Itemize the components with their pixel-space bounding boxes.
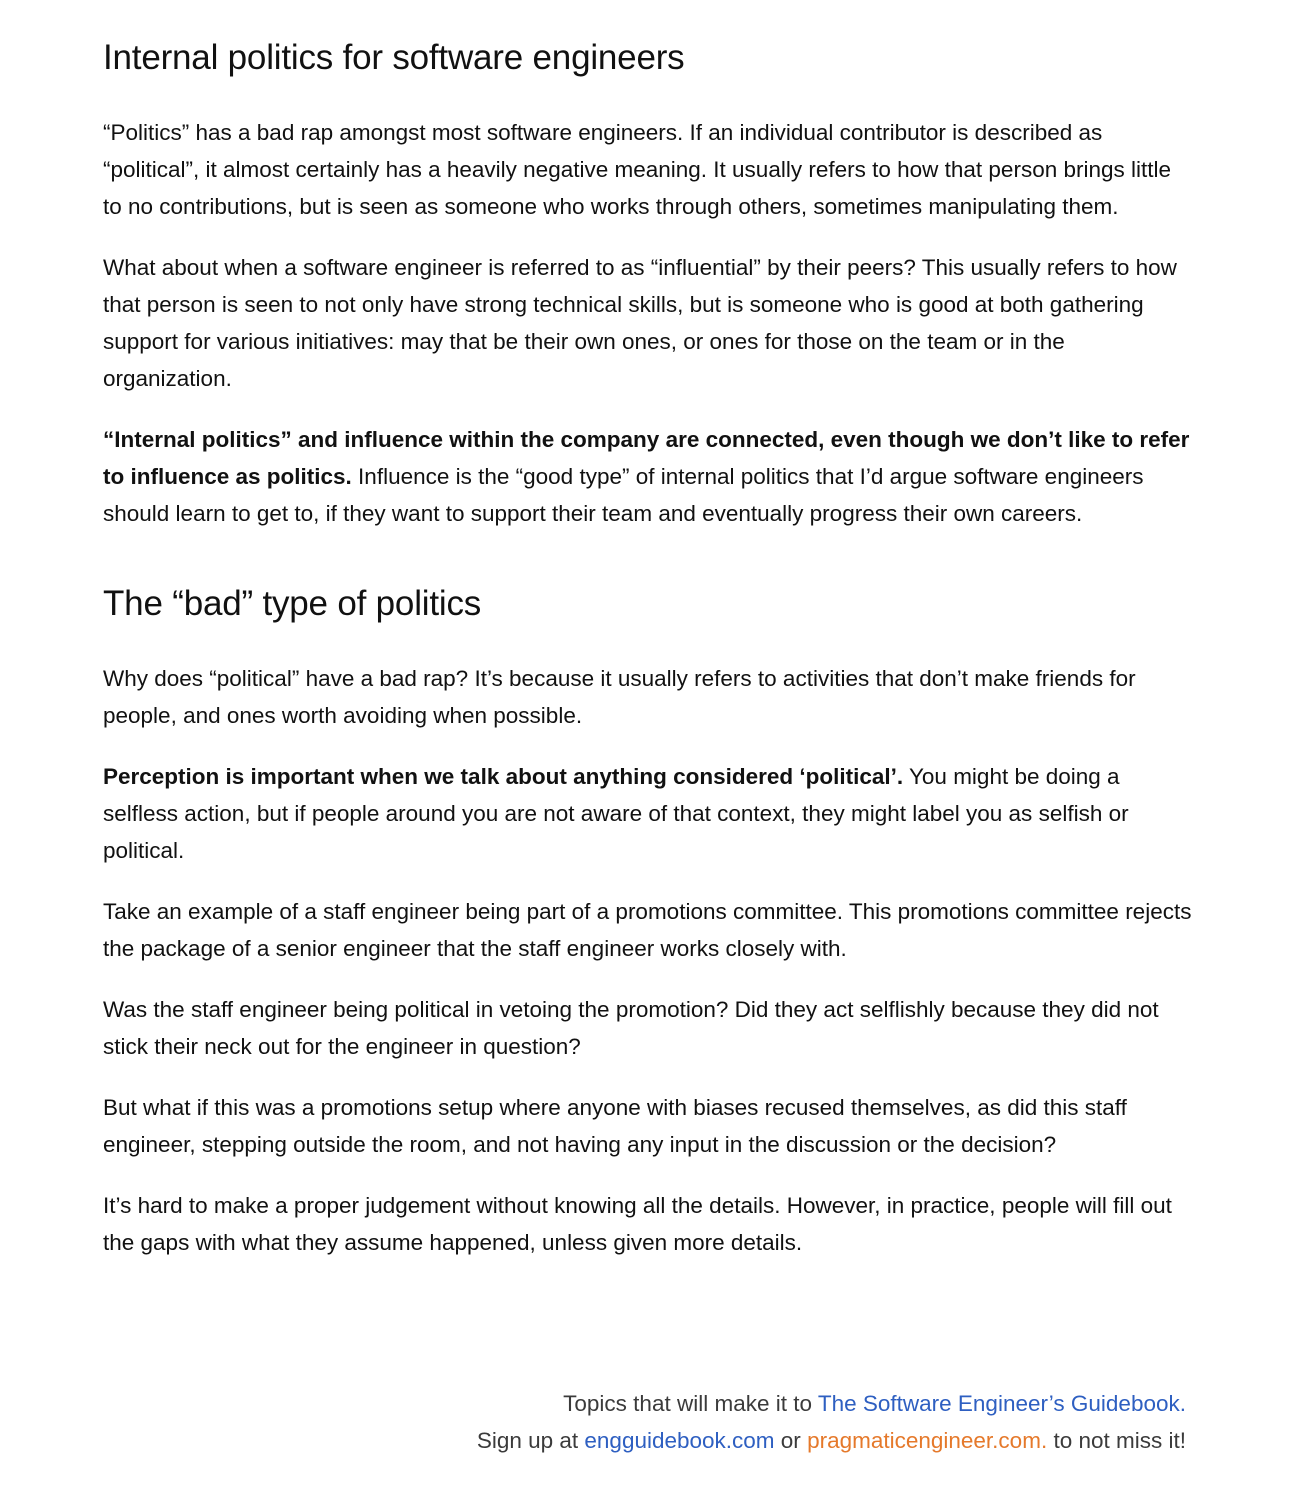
paragraph: But what if this was a promotions setup where anyone with biases recused themselves, as did this staff engineer, stepping outside the room, and not having any input in the discussion or the decision?	[103, 1095, 1127, 1157]
promo-text: Topics that will make it to	[563, 1391, 818, 1416]
paragraph-text: You might be doing a selfless action, but if people around you are not aware of that context, they might label you as selfish or political.	[103, 764, 1129, 863]
paragraph: Was the staff engineer being political in vetoing the promotion? Did they act selflishly because they did not stick their neck out for the engineer in question?	[103, 997, 1159, 1059]
section-heading-bad-politics: The “bad” type of politics	[103, 584, 482, 623]
pragmaticengineer-link[interactable]: pragmaticengineer.com.	[807, 1428, 1048, 1453]
promo-line-2	[477, 1422, 1186, 1459]
bold-lead: “Internal politics” and influence within the company are connected, even though we don’t like to refer to influence as politics.	[103, 427, 1190, 489]
paragraph: Take an example of a staff engineer being part of a promotions committee. This promotions committee rejects the package of a senior engineer that the staff engineer works closely with.	[103, 899, 1192, 961]
article	[103, 34, 1193, 1261]
engguidebook-link[interactable]: engguidebook.com	[584, 1428, 775, 1453]
promo-footer	[477, 1385, 1186, 1459]
paragraph: What about when a software engineer is referred to as “influential” by their peers? This usually refers to how that person is seen to not only have strong technical skills, but is someone who is good at both gathering support for various initiatives: may that be their own ones, or ones for those on the team or in the organization.	[103, 255, 1177, 391]
promo-text: Sign up at	[476, 1428, 585, 1453]
paragraph-text: Influence is the “good type” of internal politics that I’d argue software engineers should learn to get to, if they want to support their team and eventually progress their own careers.	[103, 464, 1144, 526]
paragraph: “Politics” has a bad rap amongst most software engineers. If an individual contributor is described as “political”, it almost certainly has a heavily negative meaning. It usually refers to how that person brings little to no contributions, but is seen as someone who works through others, sometimes manipulating them.	[103, 120, 1172, 219]
paragraph: Why does “political” have a bad rap? It’s because it usually refers to activities that don’t make friends for people, and ones worth avoiding when possible.	[103, 666, 1136, 728]
promo-text: or	[774, 1428, 808, 1453]
promo-text: to not miss it!	[1047, 1428, 1186, 1453]
promo-line-1	[477, 1385, 1186, 1422]
paragraph	[103, 421, 1193, 532]
paragraph	[103, 758, 1193, 869]
section-heading-internal-politics: Internal politics for software engineers	[103, 38, 685, 77]
guidebook-link[interactable]: The Software Engineer’s Guidebook.	[817, 1391, 1186, 1416]
paragraph: It’s hard to make a proper judgement without knowing all the details. However, in practice, people will fill out the gaps with what they assume happened, unless given more details.	[103, 1193, 1172, 1255]
bold-lead: Perception is important when we talk about anything considered ‘political’.	[103, 764, 904, 789]
